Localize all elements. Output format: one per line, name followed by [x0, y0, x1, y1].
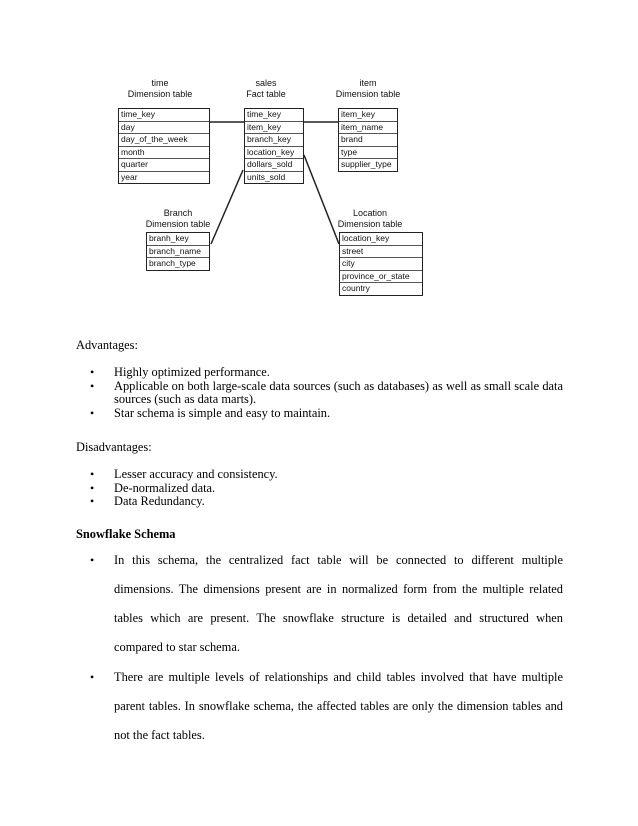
sales-table-caption	[234, 78, 298, 100]
item-table-subtitle: Dimension table	[335, 89, 401, 99]
table-row: month	[119, 147, 209, 160]
table-row: branch_name	[147, 246, 209, 259]
table-row: location_key	[340, 233, 422, 246]
link-sales-branch	[211, 170, 243, 244]
table-row: branch_type	[149, 258, 196, 268]
sales-fact-table	[244, 108, 304, 184]
location-table-subtitle: Dimension table	[337, 219, 403, 229]
snowflake-schema-heading: Snowflake Schema	[76, 527, 176, 541]
time-table-name: time	[151, 78, 169, 88]
table-row: item_name	[339, 122, 397, 135]
list-item: • There are multiple levels of relationships and child tables involved that have multiple parent tables. In snowflake schema, the affected tables are only the dimension tables and not the fact tables.	[76, 663, 563, 750]
time-table-caption	[110, 78, 210, 100]
advantages-list	[76, 366, 563, 420]
list-item: • Star schema is simple and easy to maintain.	[76, 407, 563, 421]
list-item: • Data Redundancy.	[76, 495, 563, 509]
list-item: • Applicable on both large-scale data sources (such as databases) as well as small scale data sources (such as data marts).	[76, 380, 563, 407]
table-row: day	[119, 122, 209, 135]
table-row: time_key	[245, 109, 303, 122]
table-row: supplier_type	[341, 159, 392, 169]
item-dimension-table	[338, 108, 398, 172]
table-row: country	[342, 283, 370, 293]
list-item: • De-normalized data.	[76, 482, 563, 496]
table-row: year	[121, 171, 138, 182]
table-row: location_key	[245, 147, 303, 160]
list-item: • Highly optimized performance.	[76, 366, 563, 380]
table-row: province_or_state	[340, 271, 422, 284]
table-row: time_key	[119, 109, 209, 122]
advantages-heading: Advantages:	[76, 338, 138, 352]
item-table-name: item	[359, 78, 377, 88]
time-table-subtitle: Dimension table	[127, 89, 193, 99]
disadvantages-heading: Disadvantages:	[76, 440, 152, 454]
location-dimension-table	[339, 232, 423, 296]
branch-table-subtitle: Dimension table	[145, 219, 211, 229]
branch-dimension-table	[146, 232, 210, 271]
table-row: dollars_sold	[245, 159, 303, 172]
table-row: item_key	[339, 109, 397, 122]
table-row: street	[340, 246, 422, 259]
table-row: branh_key	[147, 233, 209, 246]
snowflake-list	[76, 546, 563, 751]
table-row: item_key	[245, 122, 303, 135]
table-row: quarter	[119, 159, 209, 172]
list-item: • In this schema, the centralized fact table will be connected to different multiple dimensions. The dimensions present are in normalized form from the multiple related tables which are present. The snowflake structure is detailed and structured when compared to star schema.	[76, 546, 563, 662]
list-item: • Lesser accuracy and consistency.	[76, 468, 563, 482]
branch-table-name: Branch	[163, 208, 193, 218]
table-row: day_of_the_week	[119, 134, 209, 147]
table-row: units_sold	[247, 171, 286, 182]
sales-table-name: sales	[255, 78, 277, 88]
table-row: type	[339, 147, 397, 160]
branch-table-caption	[140, 208, 216, 230]
table-row: brand	[339, 134, 397, 147]
table-row: branch_key	[245, 134, 303, 147]
sales-table-subtitle: Fact table	[246, 89, 286, 99]
item-table-caption	[330, 78, 406, 100]
table-row: city	[340, 258, 422, 271]
link-sales-location	[304, 155, 339, 244]
location-table-caption	[332, 208, 408, 230]
disadvantages-list	[76, 468, 563, 509]
location-table-name: Location	[352, 208, 388, 218]
time-dimension-table	[118, 108, 210, 184]
star-schema-diagram	[110, 74, 430, 306]
